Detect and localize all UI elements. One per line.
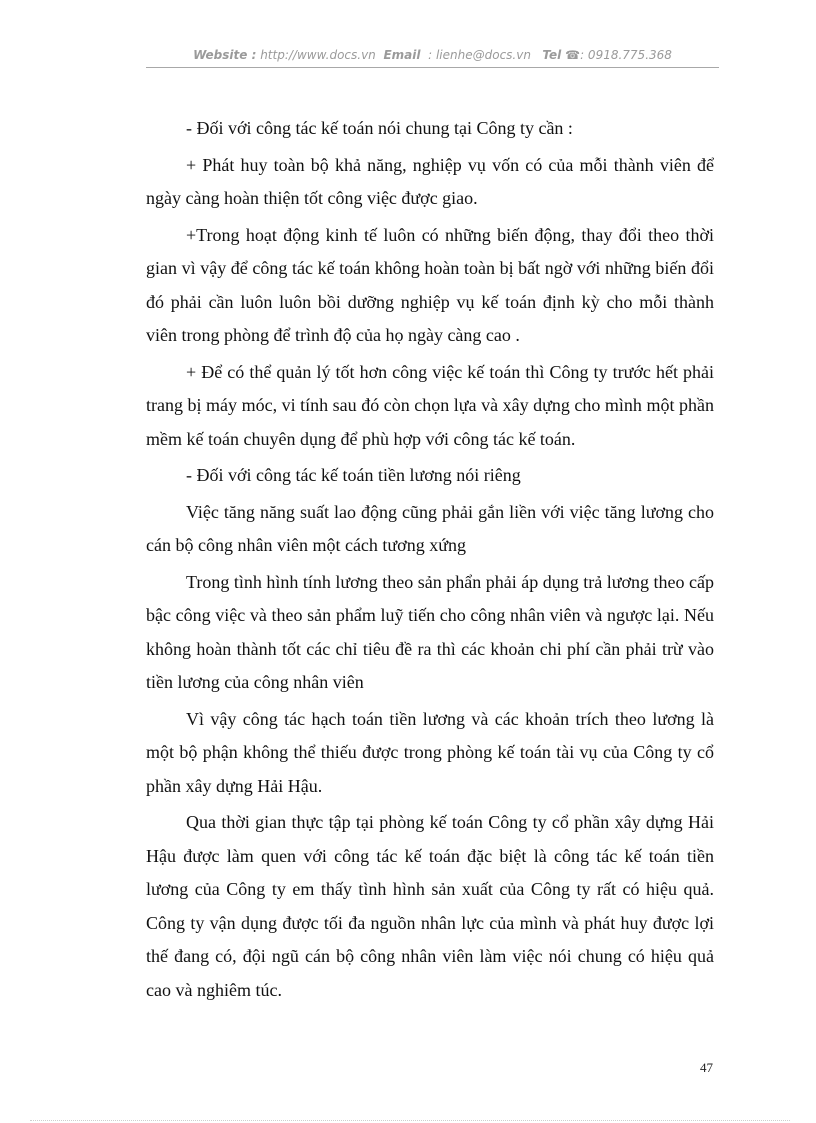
tel-label: Tel (542, 48, 562, 62)
paragraph-3: +Trong hoạt động kinh tế luôn có những biến động, thay đổi theo thời gian vì vậy để công tác kế toán không hoàn toàn bị bất ngờ với những biến đổi đó phải cần luôn luôn bồi dưỡng nghiệp vụ kế toán định kỳ cho mỗi thành viên trong phòng để trình độ của họ ngày càng cao . (146, 224, 714, 345)
tel-value: : 0918.775.368 (580, 48, 672, 62)
email-label: Email (383, 48, 421, 62)
paragraph-1: - Đối với công tác kế toán nói chung tại Công ty cần : (186, 118, 573, 138)
header-divider (146, 67, 719, 68)
website-label: Website : (193, 48, 257, 62)
paragraph-2: + Phát huy toàn bộ khả năng, nghiệp vụ vốn có của mỗi thành viên để ngày càng hoàn thiện tốt công việc được giao. (146, 154, 714, 208)
document-body (146, 112, 714, 1007)
page-header (146, 48, 719, 62)
paragraph-5: - Đối với công tác kế toán tiền lương nói riêng (186, 465, 521, 485)
paragraph-6: Việc tăng năng suất lao động cũng phải gắn liền với việc tăng lương cho cán bộ công nhân viên một cách tương xứng (146, 501, 714, 555)
email-value[interactable]: : lienhe@docs.vn (428, 48, 531, 62)
paragraph-9: Qua thời gian thực tập tại phòng kế toán Công ty cổ phần xây dựng Hải Hậu được làm quen với công tác kế toán đặc biệt là công tác kế toán tiền lương của Công ty em thấy tình hình sản xuất của Công ty rất có hiệu quả. Công ty vận dụng được tối đa nguồn nhân lực của mình và phát huy được lợi thế đang có, đội ngũ cán bộ công nhân viên làm việc nói chung có hiệu quả cao và nghiêm túc. (146, 812, 714, 1000)
phone-icon: ☎ (565, 48, 581, 62)
paragraph-4: + Để có thể quản lý tốt hơn công việc kế toán thì Công ty trước hết phải trang bị máy móc, vi tính sau đó còn chọn lựa và xây dựng cho mình một phần mềm kế toán chuyên dụng để phù hợp với công tác kế toán. (146, 361, 714, 449)
paragraph-7: Trong tình hình tính lương theo sản phẩn phải áp dụng trả lương theo cấp bậc công việc và theo sản phẩm luỹ tiến cho công nhân viên và ngược lại. Nếu không hoàn thành tốt các chỉ tiêu đề ra thì các khoản chi phí cần phải trừ vào tiền lương của công nhân viên (146, 571, 714, 692)
footer-divider (30, 1120, 790, 1121)
page-number: 47 (700, 1060, 713, 1075)
website-url[interactable]: http://www.docs.vn (260, 48, 376, 62)
paragraph-8: Vì vậy công tác hạch toán tiền lương và các khoản trích theo lương là một bộ phận không thể thiếu được trong phòng kế toán tài vụ của Công ty cổ phần xây dựng Hải Hậu. (146, 708, 714, 796)
